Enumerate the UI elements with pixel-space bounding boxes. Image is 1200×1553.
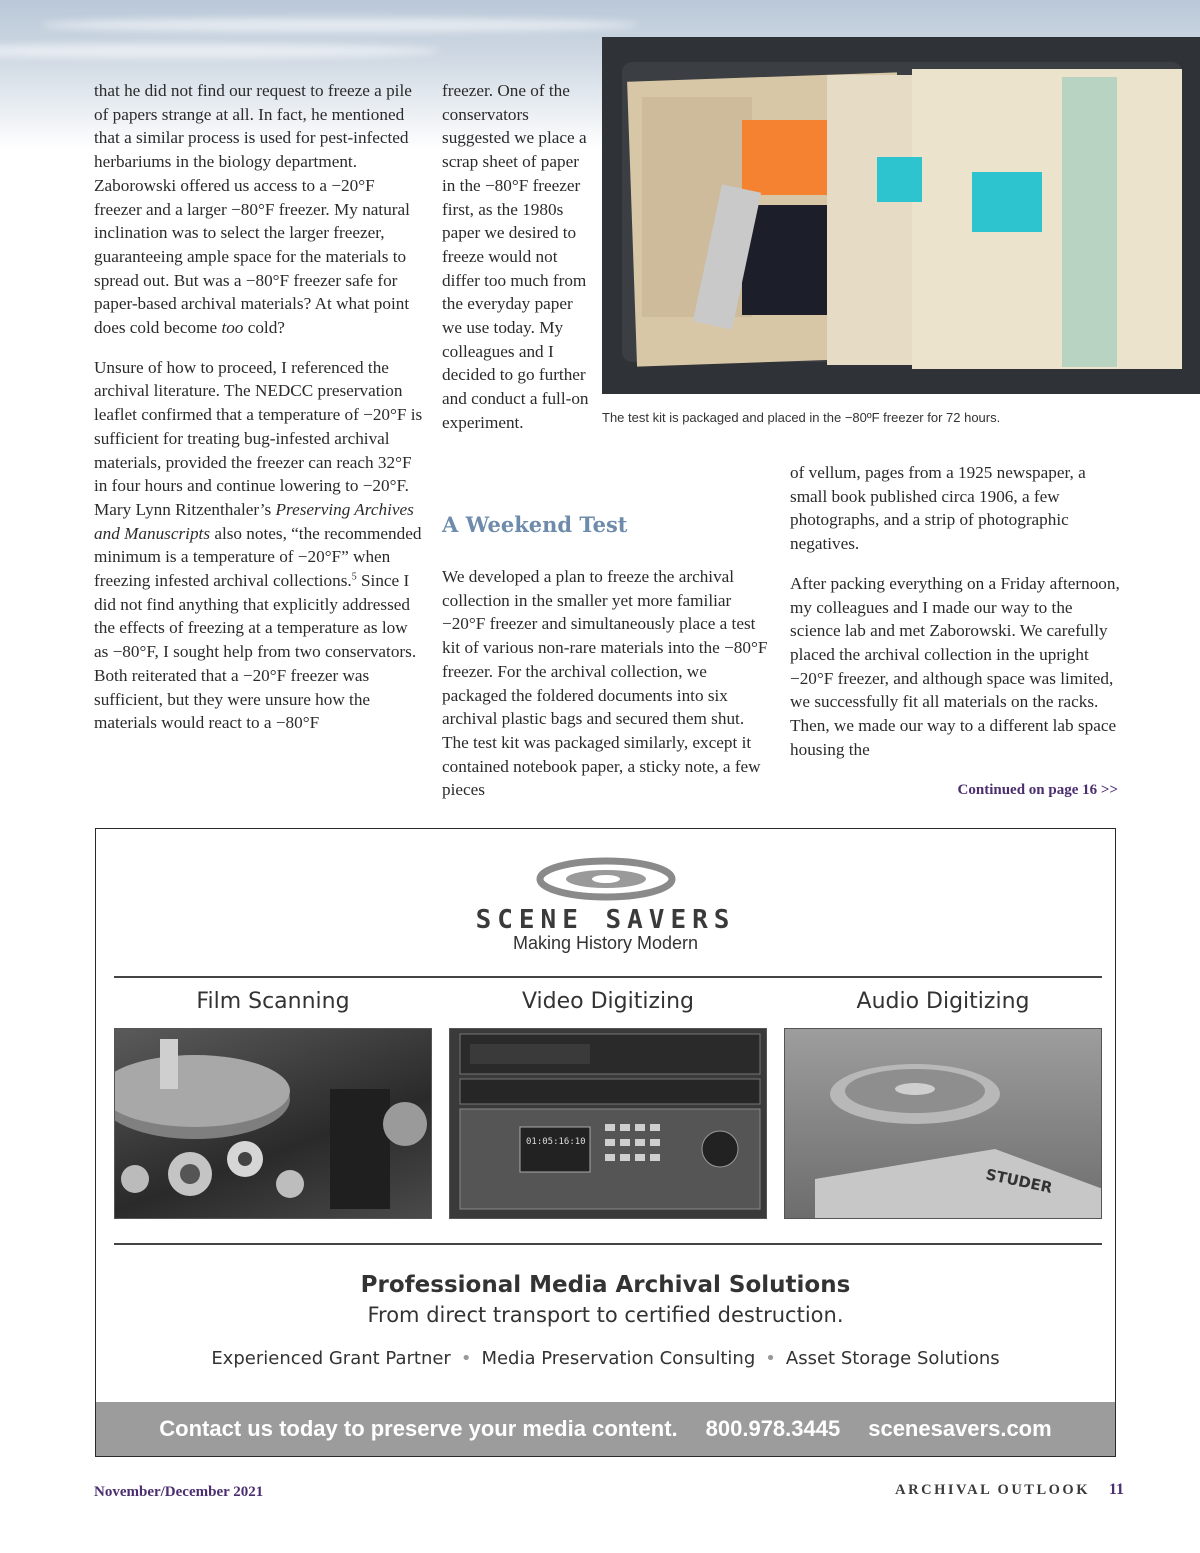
cloud-streak [0,44,440,58]
service-label-audio: Audio Digitizing [856,989,1030,1014]
ad-subheadline: From direct transport to certified destruction. [367,1303,844,1327]
brand-name: SCENE SAVERS [475,905,736,935]
paragraph: that he did not find our request to freeze a pile of papers strange at all. In fact, he mentioned that a similar process is used for pest-infected herbariums in the biology department. Zaborowski offered us access to a −20°F freezer and a larger −80°F freezer. My natural inclination was to select the larger freezer, guaranteeing ample space for the materials to spread out. But was a −80°F freezer safe for paper-based archival materials? At what point does cold become too cold? [94,81,412,338]
publication-title: ARCHIVAL OUTLOOK [895,1482,1090,1498]
ad-headline: Professional Media Archival Solutions [360,1272,851,1298]
blue-sticky-note [877,157,922,202]
section-heading: A Weekend Test [442,512,628,537]
website-link[interactable]: scenesavers.com [868,1416,1052,1441]
contact-text: Contact us today to preserve your media content. [159,1416,678,1441]
paragraph: We developed a plan to freeze the archival collection in the smaller yet more familiar −20°F freezer and simultaneously place a test kit of various non-rare materials into the −80°F freezer. For the archival collection, we packaged the foldered documents into six archival plastic bags and secured them shut. The test kit was packaged similarly, except it contained notebook paper, a sticky note, a few pieces [442,567,768,800]
page-number: 11 [1108,1481,1124,1498]
paragraph: Unsure of how to proceed, I referenced the archival literature. The NEDCC preservation leaflet confirmed that a temperature of −20°F is sufficient for treating bug-infested archival materials, provided the freezer can reach 32°F in four hours and continue lowering to −20°F. Mary Lynn Ritzenthaler’s Preserving Archives and Manuscripts also notes, “the recommended minimum is a temperature of −20°F” when freezing infested archival collections.$^5$ Since I did not find anything that explicitly addressed the effects of freezing at a temperature as low as −80°F, I sought help from two conservators. Both reiterated that a −20°F freezer was sufficient, but they were unsure how the materials would react to a −80°F [94,357,423,733]
svg-text:STUDER: STUDER [984,1165,1054,1197]
phone-link[interactable]: 800.978.3445 [705,1416,841,1441]
test-kit-photo [602,37,1200,394]
svg-text:01:05:16:10: 01:05:16:10 [526,1137,586,1147]
feature-item: Experienced Grant Partner [211,1348,451,1369]
divider [114,1243,1102,1245]
scene-savers-advertisement[interactable] [95,828,1116,1457]
green-folder [1062,77,1117,367]
paragraph: of vellum, pages from a 1925 newspaper, a small book published circa 1906, a few photographs, and a strip of photographic negatives. [790,463,1086,554]
blue-sticky-note [972,172,1042,232]
footnote-marker[interactable]: 5 [351,571,357,583]
continued-link[interactable]: Continued on page 16 >> [957,782,1118,798]
folder [912,69,1182,369]
divider [114,976,1102,978]
audio-digitizing-image [784,1028,1102,1219]
ad-feature-list [96,1348,1115,1369]
service-label-video: Video Digitizing [521,989,695,1014]
scene-savers-logo-icon [536,857,676,903]
bullet-icon: • [765,1348,776,1369]
video-digitizing-image [449,1028,767,1219]
film-scanning-image [114,1028,432,1219]
feature-item: Asset Storage Solutions [785,1348,1000,1369]
article-column-3 [790,461,1120,761]
bullet-icon: • [460,1348,472,1369]
article-column-1 [94,79,426,735]
brand-tagline: Making History Modern [512,933,699,953]
paragraph: After packing everything on a Friday afternoon, my colleagues and I made our way to the science lab and met Zaborowski. We carefully placed the archival collection in the upright −20°F freezer, and although space was limited, we successfully fit all materials on the racks. Then, we made our way to a different lab space housing the [790,573,1120,759]
issue-date: November/December 2021 [94,1484,264,1500]
article-column-2-bottom [442,565,772,802]
service-label-film: Film Scanning [196,989,350,1014]
photo-caption: The test kit is packaged and placed in the −80ºF freezer for 72 hours. [602,410,1001,425]
cloud-streak [40,18,640,32]
contact-bar [96,1402,1115,1456]
article-column-2-top [442,79,592,435]
feature-item: Media Preservation Consulting [481,1348,756,1369]
orange-sticky-note [742,120,827,195]
paragraph: freezer. One of the conservators suggested we place a scrap sheet of paper in the −80°F freezer first, as the 1980s paper we desired to freeze would not differ too much from the everyday paper we use today. My colleagues and I decided to go further and conduct a full-on experiment. [442,81,589,432]
